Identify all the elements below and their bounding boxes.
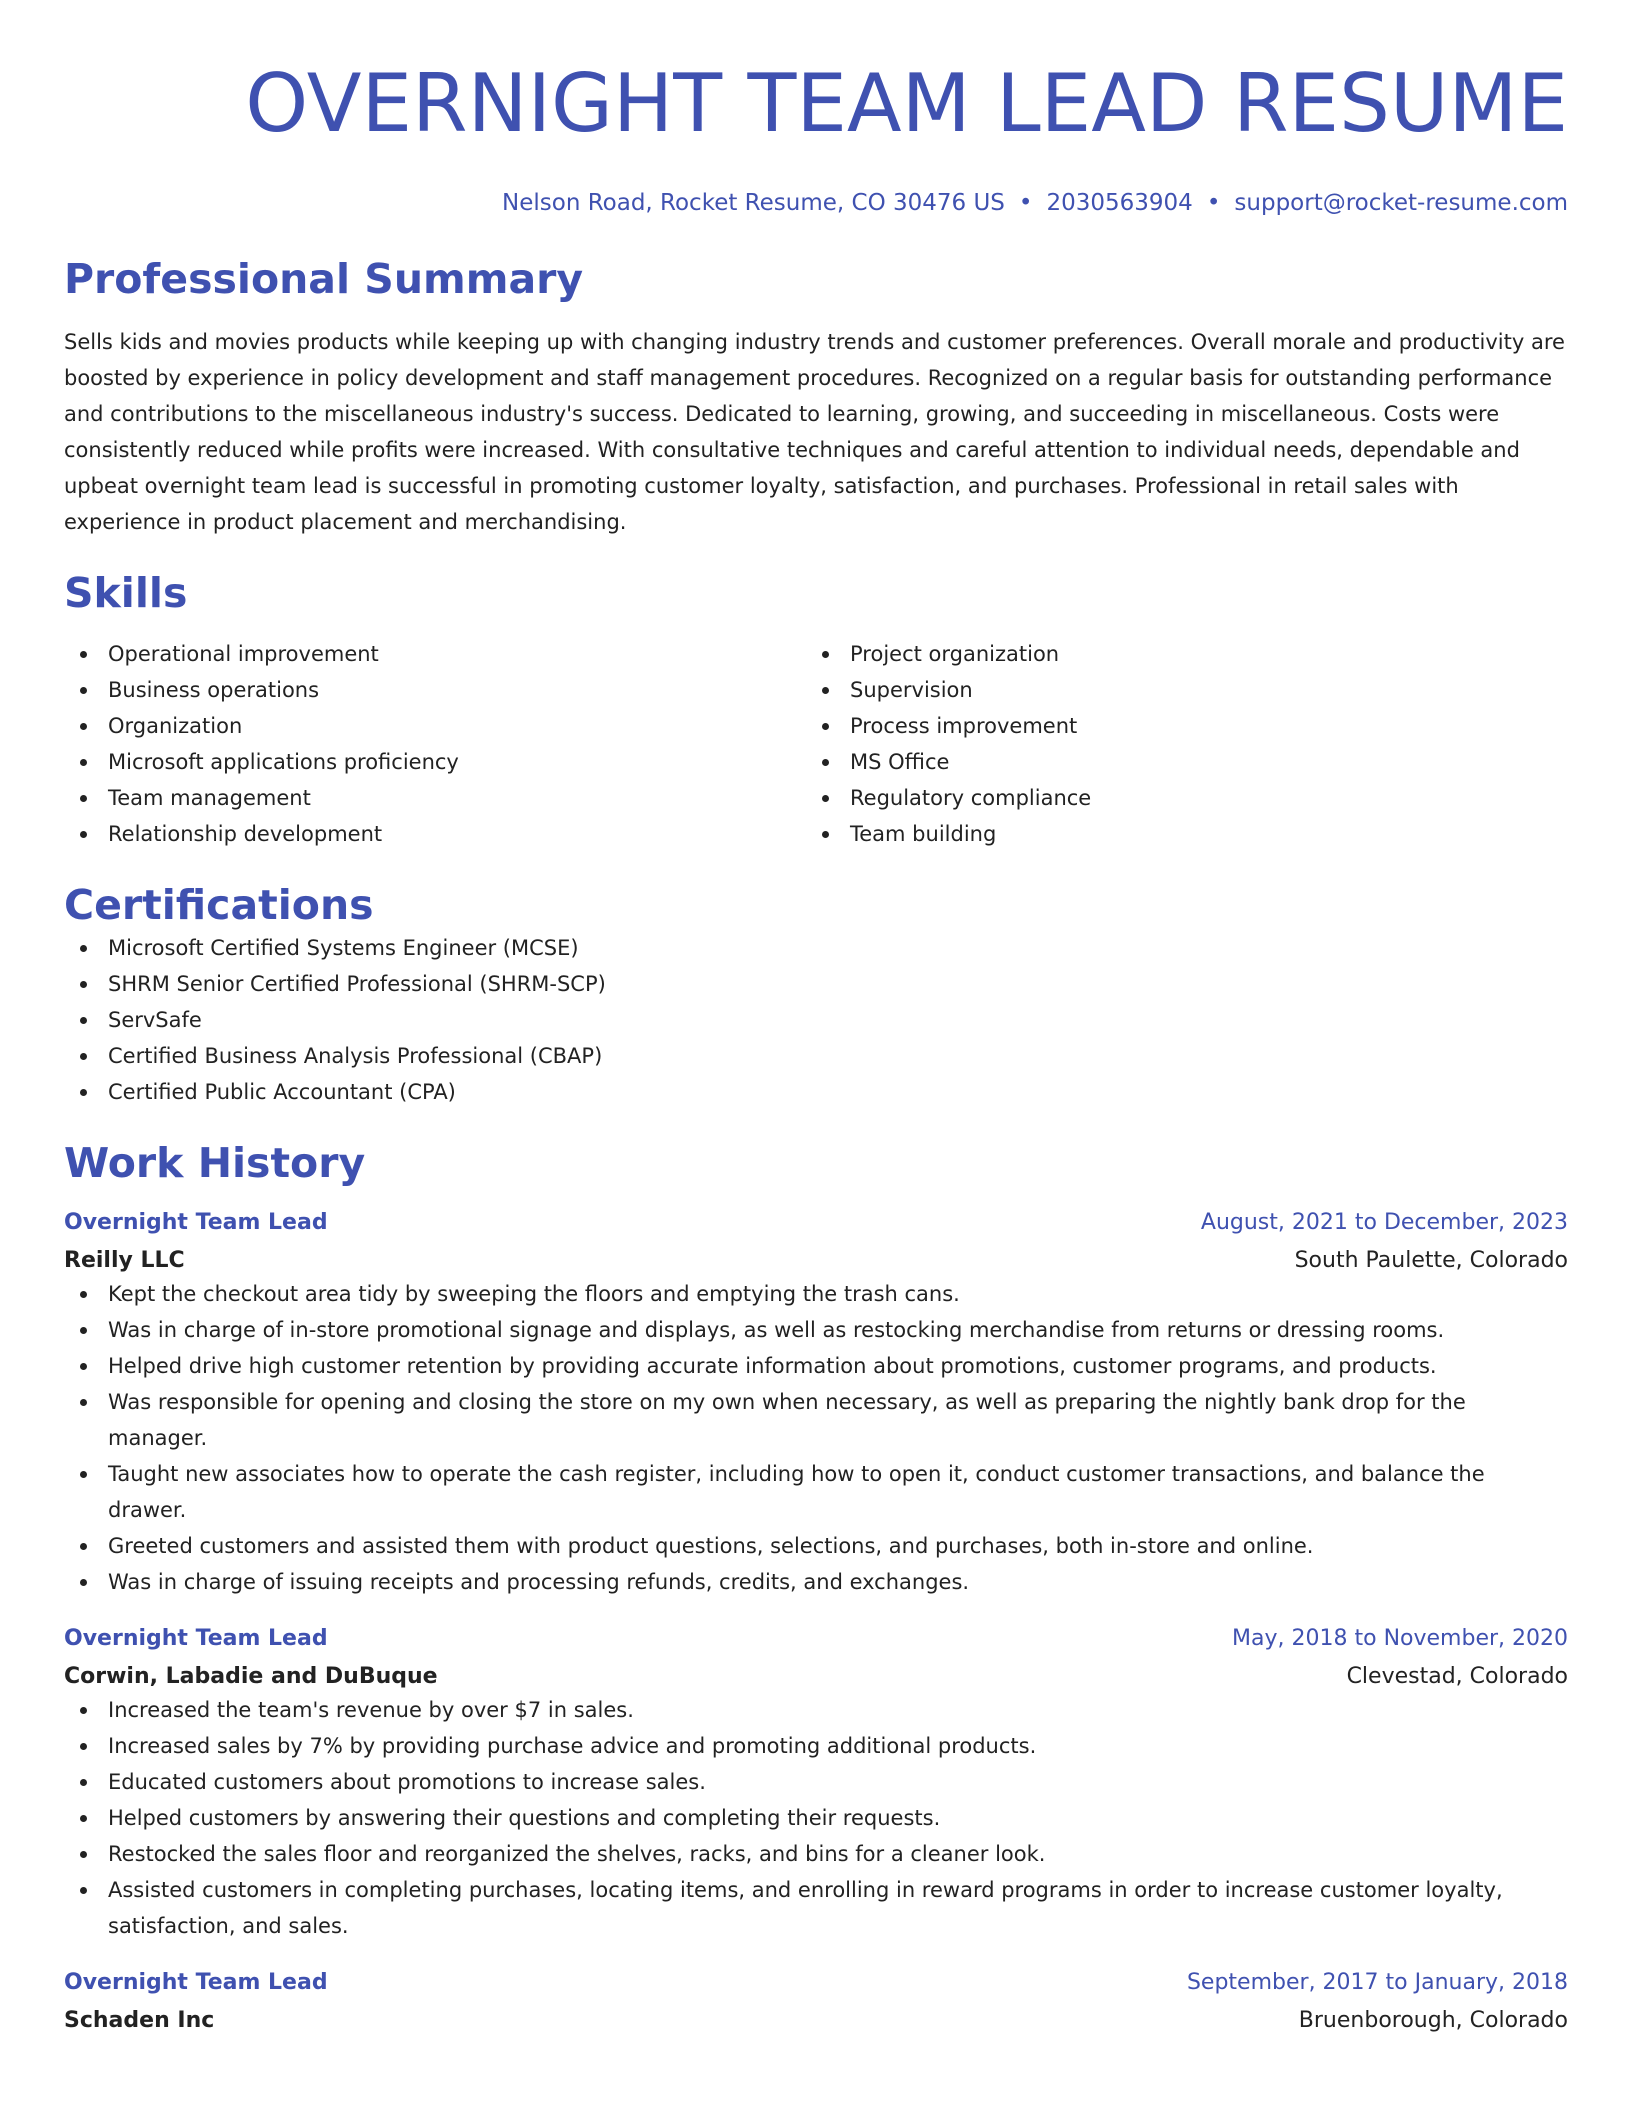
skill-item-text: Operational improvement: [108, 642, 379, 666]
job-company: Schaden Inc: [64, 2008, 215, 2033]
bullet-dot: [80, 1017, 87, 1024]
job-duty-item: [64, 1528, 1568, 1564]
bullet-dot: [80, 1543, 87, 1550]
contact-separator: •: [1018, 190, 1033, 216]
job-company: Corwin, Labadie and DuBuque: [64, 1664, 438, 1689]
job-location: Clevestad, Colorado: [1346, 1664, 1568, 1689]
job-dates: September, 2017 to January, 2018: [1186, 1970, 1568, 1995]
job-duty-item-text: Greeted customers and assisted them with product questions, selections, and purchases, both in-store and online.: [108, 1534, 1314, 1558]
certification-item: [64, 1002, 1568, 1038]
skill-item-text: Supervision: [850, 678, 973, 702]
skill-item: [806, 744, 1548, 780]
certifications-heading: Certifications: [64, 881, 374, 929]
job-duty-item: [64, 1872, 1568, 1944]
resume-page: [64, 0, 1568, 2036]
skills-list-left: [64, 636, 806, 852]
job-duty-item-text: Assisted customers in completing purchases, locating items, and enrolling in reward programs in order to increase customer loyalty, satisfaction, and sales.: [108, 1878, 1503, 1938]
skills-column-left: [64, 636, 806, 852]
contact-line: [64, 188, 1568, 218]
skill-item-text: Microsoft applications proficiency: [108, 750, 459, 774]
contact-email[interactable]: support@rocket-resume.com: [1234, 190, 1568, 216]
job-company-row: [64, 1998, 1568, 2036]
skill-item: [806, 816, 1548, 852]
skills-heading: Skills: [64, 569, 188, 617]
job-company: Reilly LLC: [64, 1248, 185, 1273]
job-location: South Paulette, Colorado: [1294, 1248, 1568, 1273]
skill-item: [64, 816, 806, 852]
bullet-dot: [80, 1089, 87, 1096]
certification-item-text: SHRM Senior Certified Professional (SHRM-SCP): [108, 972, 606, 996]
certification-item: [64, 1038, 1568, 1074]
job-duty-item: [64, 1764, 1568, 1800]
contact-address: Nelson Road, Rocket Resume, CO 30476 US: [502, 190, 1005, 216]
skill-item: [64, 744, 806, 780]
job-duty-item: [64, 1456, 1568, 1528]
job-duties-list: [64, 1692, 1568, 1944]
certification-item-text: Certified Public Accountant (CPA): [108, 1080, 456, 1104]
work-history-list: [64, 1208, 1568, 2036]
bullet-dot: [80, 1363, 87, 1370]
certification-item-text: ServSafe: [108, 1008, 202, 1032]
bullet-dot: [80, 1399, 87, 1406]
bullet-dot: [822, 795, 829, 802]
job-duty-item-text: Kept the checkout area tidy by sweeping the floors and emptying the trash cans.: [108, 1282, 960, 1306]
job-duty-item: [64, 1564, 1568, 1600]
contact-separator: •: [1206, 190, 1221, 216]
job-entry: [64, 1968, 1568, 2036]
certification-item: [64, 930, 1568, 966]
job-title: Overnight Team Lead: [64, 1210, 328, 1235]
summary-text: Sells kids and movies products while keeping up with changing industry trends and customer preferences. Overall morale and productivity are boosted by experience in policy development and staff management procedures. Recognized on a regular basis for outstanding performance and contributions to the miscellaneous industry's success. Dedicated to learning, growing, and succeeding in miscellaneous. Costs were consistently reduced while profits were increased. With consultative techniques and careful attention to individual needs, dependable and upbeat overnight team lead is successful in promoting customer loyalty, satisfaction, and purchases. Professional in retail sales with experience in product placement and merchandising.: [64, 330, 1565, 534]
skill-item: [64, 780, 806, 816]
bullet-dot: [80, 1887, 87, 1894]
bullet-dot: [80, 1291, 87, 1298]
skill-item: [806, 636, 1548, 672]
skill-item-text: Project organization: [850, 642, 1060, 666]
bullet-dot: [822, 831, 829, 838]
skill-item: [806, 708, 1548, 744]
job-duty-item: [64, 1276, 1568, 1312]
certification-item-text: Certified Business Analysis Professional (CBAP): [108, 1044, 603, 1068]
job-duty-item-text: Was in charge of issuing receipts and processing refunds, credits, and exchanges.: [108, 1570, 970, 1594]
job-title-row: [64, 1624, 1568, 1654]
job-title: Overnight Team Lead: [64, 1970, 328, 1995]
bullet-dot: [80, 1471, 87, 1478]
bullet-dot: [80, 1707, 87, 1714]
job-duty-item-text: Helped drive high customer retention by providing accurate information about promotions, customer programs, and products.: [108, 1354, 1437, 1378]
certifications-list: [64, 930, 1568, 1110]
contact-phone: 2030563904: [1046, 190, 1193, 216]
bullet-dot: [80, 651, 87, 658]
summary-heading: Professional Summary: [64, 255, 584, 303]
job-duty-item: [64, 1728, 1568, 1764]
job-duty-item: [64, 1800, 1568, 1836]
job-duty-item-text: Taught new associates how to operate the cash register, including how to open it, conduct customer transactions, and balance the drawer.: [108, 1462, 1485, 1522]
skill-item: [806, 672, 1548, 708]
bullet-dot: [80, 1851, 87, 1858]
skill-item-text: Organization: [108, 714, 243, 738]
certification-item-text: Microsoft Certified Systems Engineer (MCSE): [108, 936, 579, 960]
job-duty-item: [64, 1348, 1568, 1384]
job-entry: [64, 1624, 1568, 1944]
job-duty-item-text: Increased sales by 7% by providing purchase advice and promoting additional products.: [108, 1734, 1037, 1758]
bullet-dot: [80, 1743, 87, 1750]
job-title-row: [64, 1208, 1568, 1238]
job-dates: August, 2021 to December, 2023: [1200, 1210, 1568, 1235]
bullet-dot: [80, 687, 87, 694]
skill-item-text: Process improvement: [850, 714, 1078, 738]
job-duty-item-text: Helped customers by answering their questions and completing their requests.: [108, 1806, 941, 1830]
skills-columns: [64, 636, 1568, 852]
bullet-dot: [80, 1053, 87, 1060]
job-duty-item: [64, 1836, 1568, 1872]
job-duty-item-text: Was in charge of in-store promotional signage and displays, as well as restocking merchandise from returns or dressing rooms.: [108, 1318, 1445, 1342]
job-duty-item-text: Was responsible for opening and closing the store on my own when necessary, as well as preparing the nightly bank drop for the manager.: [108, 1390, 1466, 1450]
skill-item-text: Team management: [108, 786, 311, 810]
bullet-dot: [822, 687, 829, 694]
job-company-row: [64, 1238, 1568, 1276]
bullet-dot: [80, 981, 87, 988]
skill-item: [64, 636, 806, 672]
skill-item-text: Business operations: [108, 678, 320, 702]
skills-list-right: [806, 636, 1548, 852]
work-history-heading: Work History: [64, 1139, 366, 1187]
job-title-row: [64, 1968, 1568, 1998]
skill-item: [64, 672, 806, 708]
bullet-dot: [80, 1779, 87, 1786]
skill-item-text: Relationship development: [108, 822, 383, 846]
certification-item: [64, 966, 1568, 1002]
skill-item-text: Team building: [850, 822, 997, 846]
bullet-dot: [80, 1579, 87, 1586]
skill-item-text: MS Office: [850, 750, 950, 774]
bullet-dot: [822, 723, 829, 730]
skills-column-right: [806, 636, 1548, 852]
job-duty-item: [64, 1384, 1568, 1456]
job-location: Bruenborough, Colorado: [1298, 2008, 1568, 2033]
bullet-dot: [80, 945, 87, 952]
bullet-dot: [822, 651, 829, 658]
skill-item-text: Regulatory compliance: [850, 786, 1092, 810]
job-duty-item-text: Educated customers about promotions to increase sales.: [108, 1770, 706, 1794]
job-entry: [64, 1208, 1568, 1600]
bullet-dot: [822, 759, 829, 766]
job-duty-item-text: Restocked the sales floor and reorganized the shelves, racks, and bins for a cleaner look.: [108, 1842, 1046, 1866]
resume-title: OVERNIGHT TEAM LEAD RESUME: [245, 57, 1568, 150]
bullet-dot: [80, 723, 87, 730]
job-duties-list: [64, 1276, 1568, 1600]
certification-item: [64, 1074, 1568, 1110]
job-duty-item: [64, 1692, 1568, 1728]
job-duty-item-text: Increased the team's revenue by over $7 in sales.: [108, 1698, 634, 1722]
job-dates: May, 2018 to November, 2020: [1232, 1626, 1568, 1651]
job-company-row: [64, 1654, 1568, 1692]
job-duty-item: [64, 1312, 1568, 1348]
bullet-dot: [80, 1327, 87, 1334]
bullet-dot: [80, 1815, 87, 1822]
job-title: Overnight Team Lead: [64, 1626, 328, 1651]
skill-item: [806, 780, 1548, 816]
skill-item: [64, 708, 806, 744]
bullet-dot: [80, 759, 87, 766]
bullet-dot: [80, 831, 87, 838]
bullet-dot: [80, 795, 87, 802]
